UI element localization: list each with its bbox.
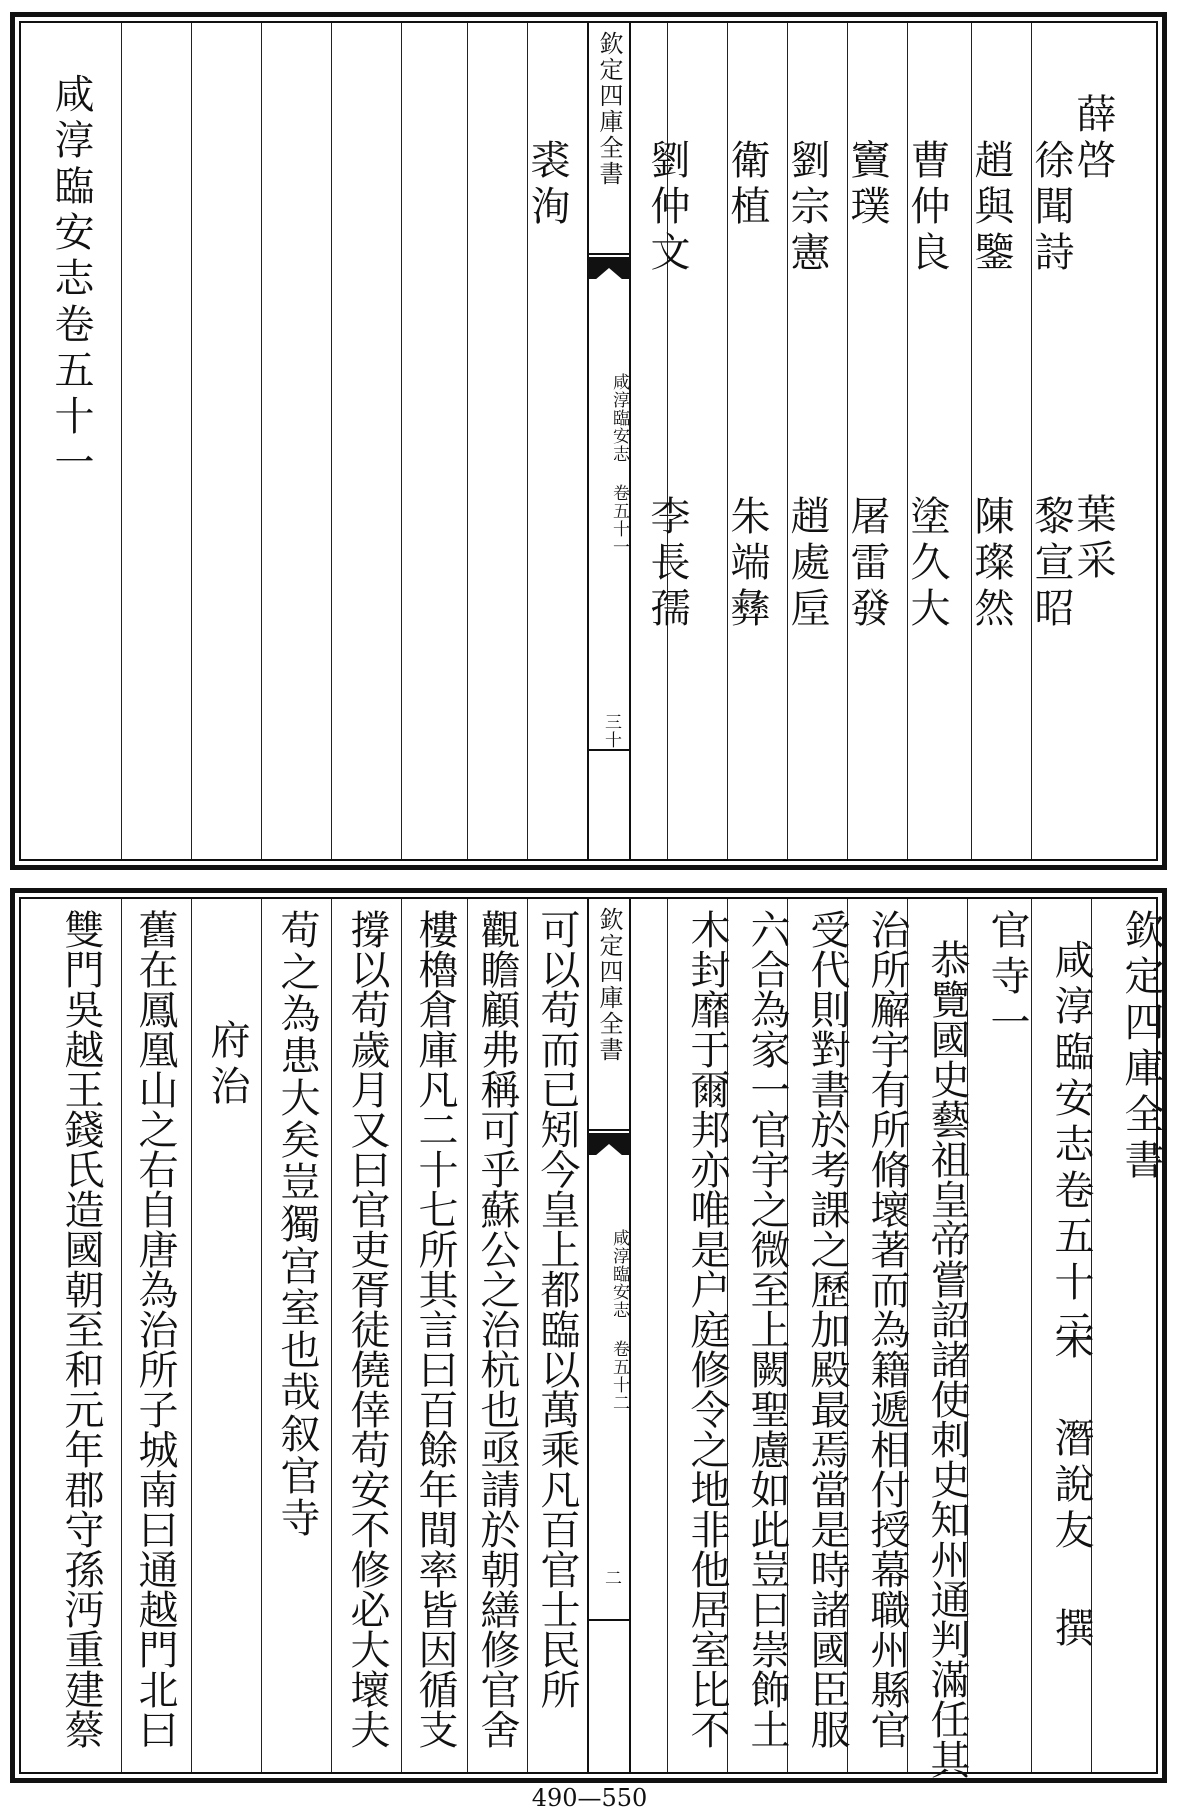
column-divider: [121, 899, 122, 1772]
spine-rule: [589, 253, 629, 255]
name-entry: 薛啓: [1070, 93, 1116, 185]
name-entry: 曹仲良: [904, 139, 950, 277]
text-line: 樓櫓倉庫凡二十七所其言曰百餘年間率皆因循支: [412, 909, 458, 1749]
name-entry: 竇璞: [844, 139, 890, 231]
text-line: 受代則對書於考課之歷加殿最焉當是時諸國臣服: [804, 909, 850, 1749]
book-title: 咸淳臨安志卷五十二: [1048, 939, 1094, 1353]
name-entry: 李長孺: [644, 495, 690, 633]
text-line: 六合為家一官宇之微至上闕聖慮如此豈曰崇飾土: [744, 909, 790, 1749]
center-spine: [587, 899, 631, 1772]
top-page-panel: [10, 12, 1167, 870]
column-divider: [527, 899, 528, 1772]
spine-rule: [589, 1129, 629, 1131]
spine-rule: [589, 749, 629, 751]
column-divider: [401, 23, 402, 859]
name-entry: 趙處垕: [784, 495, 830, 633]
text-line: 可以苟而已矧今皇上都臨以萬乘凡百官士民所: [534, 909, 580, 1709]
page-number: 490—550: [531, 1784, 648, 1812]
spine-title: 欽定四庫全書: [595, 907, 623, 1063]
fishtail-mark: [589, 1133, 629, 1155]
top-page-frame: [19, 21, 1158, 861]
name-entry: 劉仲文: [644, 139, 690, 277]
column-divider: [331, 899, 332, 1772]
spine-label: 咸淳臨安志 卷五十一: [609, 373, 629, 556]
closing-title: 咸淳臨安志卷五十一: [48, 73, 94, 487]
spine-title: 欽定四庫全書: [595, 31, 623, 187]
name-entry: 朱端彝: [724, 495, 770, 633]
author-line: 宋 潛說友 撰: [1048, 1319, 1094, 1653]
name-entry: 黎宣昭: [1028, 495, 1074, 633]
text-line: 治所廨宇有所脩壞著而為籍遞相付授幕職州縣官: [864, 909, 910, 1749]
text-line: 撐以苟歲月又曰官吏胥徒僥倖苟安不修必大壞夫: [344, 909, 390, 1749]
bottom-page-frame: [19, 897, 1164, 1779]
fishtail-mark: [589, 257, 629, 279]
section-title: 官寺一: [984, 909, 1030, 1047]
name-entry: 葉采: [1070, 493, 1116, 585]
text-line: 觀瞻顧弗稱可乎蘇公之治杭也亟請於朝繕修官舍: [474, 909, 520, 1749]
column-divider: [1031, 899, 1032, 1772]
column-divider: [121, 23, 122, 859]
name-entry: 裘洵: [524, 139, 570, 231]
text-line: 木封靡于爾邦亦唯是户庭修令之地非他居室比不: [684, 909, 730, 1749]
name-entry: 屠雷發: [844, 495, 890, 633]
spine-label: 咸淳臨安志 卷五十二: [609, 1229, 629, 1412]
column-divider: [261, 899, 262, 1772]
name-entry: 塗久大: [904, 495, 950, 633]
column-divider: [467, 23, 468, 859]
column-divider: [467, 899, 468, 1772]
spine-rule: [589, 1619, 629, 1621]
name-entry: 趙與鑒: [968, 139, 1014, 277]
column-divider: [401, 899, 402, 1772]
name-entry: 陳璨然: [968, 495, 1014, 633]
text-line: 舊在鳳凰山之右自唐為治所子城南曰通越門北曰: [132, 909, 178, 1749]
spine-folio: 三十: [601, 713, 621, 749]
name-entry: 衛植: [724, 139, 770, 231]
center-spine: [587, 23, 631, 859]
column-divider: [261, 23, 262, 859]
header-title: 欽定四庫全書: [1118, 909, 1164, 1185]
name-entry: 徐聞詩: [1028, 139, 1074, 277]
column-divider: [191, 899, 192, 1772]
text-line: 苟之為患大矣豈獨宫室也哉叙官寺: [274, 909, 320, 1539]
name-entry: 劉宗憲: [784, 139, 830, 277]
column-divider: [331, 23, 332, 859]
column-divider: [191, 23, 192, 859]
text-line: 恭覽國史藝祖皇帝嘗詔諸使刺史知州通判滿任其: [924, 939, 970, 1779]
bottom-page-panel: [10, 888, 1167, 1783]
column-divider: [667, 899, 668, 1772]
spine-folio: 二: [601, 1569, 621, 1587]
subsection-title: 府治: [204, 1019, 250, 1111]
text-line: 雙門吳越王錢氏造國朝至和元年郡守孫沔重建蔡: [58, 909, 104, 1749]
